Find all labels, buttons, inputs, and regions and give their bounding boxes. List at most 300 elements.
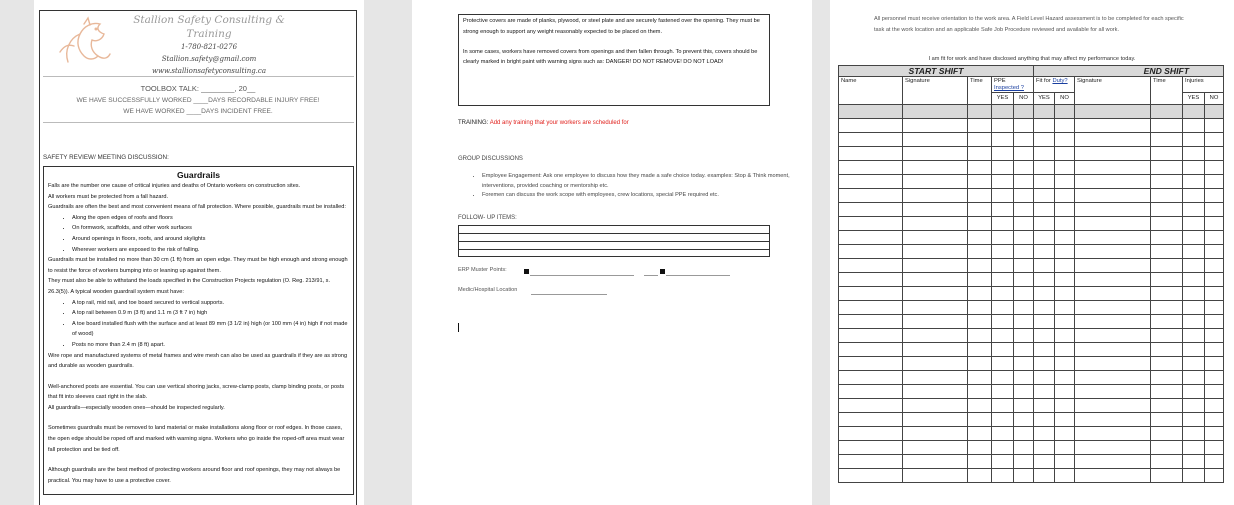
table-cell[interactable] (968, 343, 992, 357)
table-cell[interactable] (1183, 119, 1205, 133)
table-cell[interactable] (1014, 413, 1034, 427)
table-cell[interactable] (992, 175, 1014, 189)
table-cell[interactable] (1075, 343, 1151, 357)
table-cell[interactable] (992, 413, 1014, 427)
table-cell[interactable] (992, 399, 1014, 413)
table-cell[interactable] (839, 133, 903, 147)
table-cell[interactable] (1183, 343, 1205, 357)
table-cell[interactable] (1075, 273, 1151, 287)
table-cell[interactable] (1151, 371, 1183, 385)
table-row (839, 105, 1224, 119)
table-cell[interactable] (992, 329, 1014, 343)
table-cell[interactable] (1014, 161, 1034, 175)
table-cell[interactable] (1151, 189, 1183, 203)
table-cell[interactable] (1075, 399, 1151, 413)
table-cell[interactable] (1183, 217, 1205, 231)
table-cell[interactable] (1075, 245, 1151, 259)
table-cell[interactable] (968, 399, 992, 413)
table-cell[interactable] (1205, 371, 1224, 385)
muster-point-field[interactable] (644, 275, 658, 276)
table-cell[interactable] (839, 399, 903, 413)
table-cell[interactable] (992, 427, 1014, 441)
table-cell[interactable] (992, 147, 1014, 161)
table-cell[interactable] (1183, 427, 1205, 441)
table-cell[interactable] (1034, 441, 1055, 455)
table-cell[interactable] (1055, 147, 1075, 161)
table-cell[interactable] (968, 147, 992, 161)
table-cell[interactable] (839, 413, 903, 427)
table-cell[interactable] (1075, 259, 1151, 273)
table-cell[interactable] (839, 245, 903, 259)
table-cell[interactable] (968, 469, 992, 483)
table-cell[interactable] (1151, 315, 1183, 329)
table-cell[interactable] (1075, 175, 1151, 189)
table-cell[interactable] (1055, 245, 1075, 259)
table-cell[interactable] (1055, 385, 1075, 399)
table-cell[interactable] (992, 287, 1014, 301)
table-cell[interactable] (1075, 231, 1151, 245)
muster-point-field[interactable] (666, 275, 730, 276)
table-cell[interactable] (839, 175, 903, 189)
table-cell[interactable] (1075, 161, 1151, 175)
table-cell[interactable] (1055, 455, 1075, 469)
table-cell[interactable] (1014, 343, 1034, 357)
table-cell[interactable] (1183, 315, 1205, 329)
table-cell[interactable] (839, 217, 903, 231)
table-cell[interactable] (1055, 133, 1075, 147)
table-cell[interactable] (1075, 441, 1151, 455)
table-cell[interactable] (1014, 441, 1034, 455)
table-cell[interactable] (903, 413, 968, 427)
table-cell[interactable] (1055, 203, 1075, 217)
follow-up-row[interactable] (459, 250, 769, 257)
table-cell[interactable] (1014, 469, 1034, 483)
table-cell[interactable] (839, 259, 903, 273)
follow-up-box[interactable] (458, 225, 770, 257)
table-cell[interactable] (1183, 399, 1205, 413)
table-cell[interactable] (839, 315, 903, 329)
table-cell[interactable] (1151, 175, 1183, 189)
table-cell[interactable] (1014, 357, 1034, 371)
table-cell[interactable] (1055, 357, 1075, 371)
table-cell[interactable] (1183, 441, 1205, 455)
table-cell[interactable] (1205, 413, 1224, 427)
follow-up-row[interactable] (459, 226, 769, 234)
table-cell[interactable] (839, 161, 903, 175)
table-cell[interactable] (1055, 343, 1075, 357)
follow-up-row[interactable] (459, 234, 769, 242)
table-cell[interactable] (968, 385, 992, 399)
table-cell[interactable] (1075, 287, 1151, 301)
table-cell[interactable] (992, 273, 1014, 287)
table-cell[interactable] (968, 161, 992, 175)
table-cell[interactable] (1183, 147, 1205, 161)
table-cell[interactable] (1205, 217, 1224, 231)
table-cell[interactable] (1075, 413, 1151, 427)
table-cell[interactable] (1014, 259, 1034, 273)
table-cell[interactable] (992, 119, 1014, 133)
table-cell[interactable] (1205, 399, 1224, 413)
table-cell[interactable] (1183, 329, 1205, 343)
table-cell[interactable] (968, 301, 992, 315)
table-cell[interactable] (992, 385, 1014, 399)
table-cell[interactable] (839, 231, 903, 245)
table-cell[interactable] (968, 455, 992, 469)
table-cell[interactable] (1205, 441, 1224, 455)
table-cell[interactable] (1151, 119, 1183, 133)
table-cell[interactable] (1075, 133, 1151, 147)
table-cell[interactable] (903, 259, 968, 273)
table-cell[interactable] (1055, 371, 1075, 385)
table-cell[interactable] (1034, 469, 1055, 483)
table-cell[interactable] (1151, 343, 1183, 357)
table-cell[interactable] (1151, 133, 1183, 147)
table-cell[interactable] (1014, 217, 1034, 231)
table-cell[interactable] (1034, 329, 1055, 343)
table-cell[interactable] (1075, 329, 1151, 343)
table-cell[interactable] (1014, 133, 1034, 147)
table-cell[interactable] (1151, 259, 1183, 273)
table-cell[interactable] (992, 259, 1014, 273)
table-cell[interactable] (903, 357, 968, 371)
table-cell[interactable] (1205, 357, 1224, 371)
table-cell[interactable] (1055, 287, 1075, 301)
table-cell[interactable] (1151, 161, 1183, 175)
table-cell[interactable] (1151, 203, 1183, 217)
table-cell[interactable] (992, 203, 1014, 217)
table-cell[interactable] (1014, 385, 1034, 399)
table-cell[interactable] (1205, 469, 1224, 483)
table-cell[interactable] (1014, 455, 1034, 469)
table-cell[interactable] (1055, 259, 1075, 273)
table-cell[interactable] (992, 371, 1014, 385)
table-cell[interactable] (1034, 427, 1055, 441)
table-cell[interactable] (1075, 427, 1151, 441)
table-cell[interactable] (839, 371, 903, 385)
table-cell[interactable] (1151, 455, 1183, 469)
table-cell[interactable] (1014, 203, 1034, 217)
table-cell[interactable] (1055, 161, 1075, 175)
table-cell[interactable] (1034, 161, 1055, 175)
table-cell[interactable] (1034, 217, 1055, 231)
table-cell[interactable] (1183, 287, 1205, 301)
table-cell[interactable] (1055, 315, 1075, 329)
table-cell[interactable] (1034, 259, 1055, 273)
table-cell[interactable] (1183, 175, 1205, 189)
table-cell[interactable] (1034, 385, 1055, 399)
table-cell[interactable] (1183, 413, 1205, 427)
table-cell[interactable] (1014, 119, 1034, 133)
table-cell[interactable] (992, 357, 1014, 371)
table-row (839, 133, 1224, 147)
table-cell[interactable] (839, 273, 903, 287)
table-cell[interactable] (903, 147, 968, 161)
table-cell[interactable] (1151, 217, 1183, 231)
table-cell[interactable] (992, 315, 1014, 329)
table-cell[interactable] (1055, 427, 1075, 441)
table-cell[interactable] (1075, 371, 1151, 385)
table-cell[interactable] (903, 371, 968, 385)
table-cell[interactable] (992, 441, 1014, 455)
table-cell[interactable] (903, 301, 968, 315)
table-cell[interactable] (1183, 301, 1205, 315)
table-cell[interactable] (1075, 385, 1151, 399)
table-cell[interactable] (1055, 119, 1075, 133)
table-cell[interactable] (1075, 147, 1151, 161)
table-cell[interactable] (1034, 273, 1055, 287)
table-cell[interactable] (1183, 189, 1205, 203)
table-cell[interactable] (1205, 315, 1224, 329)
table-cell[interactable] (1205, 259, 1224, 273)
table-cell[interactable] (1183, 133, 1205, 147)
table-cell[interactable] (1034, 147, 1055, 161)
table-cell[interactable] (1183, 259, 1205, 273)
table-cell[interactable] (1034, 413, 1055, 427)
table-cell[interactable] (1014, 399, 1034, 413)
table-cell[interactable] (1205, 161, 1224, 175)
table-cell[interactable] (1055, 469, 1075, 483)
table-cell[interactable] (903, 217, 968, 231)
table-cell[interactable] (1055, 175, 1075, 189)
table-cell[interactable] (1055, 399, 1075, 413)
table-cell[interactable] (839, 427, 903, 441)
table-cell[interactable] (839, 455, 903, 469)
table-cell[interactable] (1151, 273, 1183, 287)
table-cell[interactable] (1205, 343, 1224, 357)
table-cell[interactable] (903, 175, 968, 189)
table-cell[interactable] (1034, 175, 1055, 189)
table-row (839, 175, 1224, 189)
table-cell[interactable] (903, 203, 968, 217)
table-cell[interactable] (1055, 301, 1075, 315)
table-cell[interactable] (903, 469, 968, 483)
table-cell[interactable] (968, 441, 992, 455)
table-cell[interactable] (903, 245, 968, 259)
table-cell[interactable] (992, 231, 1014, 245)
table-cell[interactable] (1205, 147, 1224, 161)
table-cell[interactable] (839, 469, 903, 483)
table-cell[interactable] (1014, 231, 1034, 245)
table-cell[interactable] (992, 161, 1014, 175)
table-cell[interactable] (1183, 203, 1205, 217)
table-cell[interactable] (1151, 413, 1183, 427)
table-cell[interactable] (1151, 329, 1183, 343)
table-cell[interactable] (1205, 245, 1224, 259)
table-cell[interactable] (1014, 273, 1034, 287)
table-cell[interactable] (1055, 217, 1075, 231)
muster-point-field[interactable] (530, 275, 634, 276)
table-cell[interactable] (968, 231, 992, 245)
table-cell[interactable] (1205, 385, 1224, 399)
table-cell[interactable] (1183, 273, 1205, 287)
table-cell[interactable] (1205, 231, 1224, 245)
divider (43, 122, 354, 123)
table-cell[interactable] (903, 399, 968, 413)
table-cell[interactable] (1014, 147, 1034, 161)
table-cell[interactable] (968, 371, 992, 385)
table-cell[interactable] (1205, 273, 1224, 287)
table-cell[interactable] (1014, 175, 1034, 189)
table-cell[interactable] (1055, 273, 1075, 287)
table-cell[interactable] (968, 329, 992, 343)
table-cell[interactable] (968, 245, 992, 259)
table-cell[interactable] (1055, 231, 1075, 245)
table-cell[interactable] (968, 273, 992, 287)
table-cell[interactable] (1034, 133, 1055, 147)
table-cell[interactable] (992, 455, 1014, 469)
table-cell[interactable] (839, 147, 903, 161)
table-cell[interactable] (1034, 119, 1055, 133)
table-cell[interactable] (1205, 455, 1224, 469)
table-cell[interactable] (968, 287, 992, 301)
table-cell[interactable] (1205, 133, 1224, 147)
table-cell[interactable] (968, 315, 992, 329)
table-cell[interactable] (903, 427, 968, 441)
table-cell[interactable] (903, 287, 968, 301)
table-cell[interactable] (1183, 161, 1205, 175)
table-cell[interactable] (903, 189, 968, 203)
table-cell[interactable] (1075, 315, 1151, 329)
table-cell[interactable] (1055, 441, 1075, 455)
table-cell[interactable] (903, 329, 968, 343)
table-cell[interactable] (903, 231, 968, 245)
follow-up-row[interactable] (459, 242, 769, 250)
table-cell[interactable] (1014, 315, 1034, 329)
table-cell[interactable] (1055, 189, 1075, 203)
table-cell[interactable] (1205, 287, 1224, 301)
table-cell[interactable] (903, 315, 968, 329)
table-cell[interactable] (839, 385, 903, 399)
table-cell[interactable] (1151, 427, 1183, 441)
table-cell[interactable] (1034, 189, 1055, 203)
table-cell[interactable] (1034, 287, 1055, 301)
table-cell[interactable] (1183, 231, 1205, 245)
table-cell[interactable] (1183, 245, 1205, 259)
table-cell[interactable] (968, 427, 992, 441)
table-cell[interactable] (992, 217, 1014, 231)
table-cell[interactable] (1205, 189, 1224, 203)
table-cell[interactable] (1055, 329, 1075, 343)
table-cell[interactable] (1034, 231, 1055, 245)
table-cell[interactable] (839, 203, 903, 217)
table-cell[interactable] (903, 455, 968, 469)
table-cell[interactable] (1151, 245, 1183, 259)
table-cell[interactable] (1205, 427, 1224, 441)
table-cell[interactable] (903, 343, 968, 357)
table-cell[interactable] (1151, 469, 1183, 483)
table-cell[interactable] (1075, 217, 1151, 231)
table-cell[interactable] (903, 133, 968, 147)
table-cell[interactable] (903, 441, 968, 455)
table-cell[interactable] (1034, 343, 1055, 357)
table-cell[interactable] (839, 301, 903, 315)
table-cell[interactable] (1014, 371, 1034, 385)
table-cell[interactable] (903, 385, 968, 399)
table-cell[interactable] (968, 203, 992, 217)
table-cell[interactable] (992, 301, 1014, 315)
table-cell[interactable] (1075, 301, 1151, 315)
table-cell[interactable] (1014, 301, 1034, 315)
table-cell[interactable] (839, 287, 903, 301)
table-cell[interactable] (839, 189, 903, 203)
table-cell[interactable] (992, 469, 1014, 483)
table-cell[interactable] (1034, 357, 1055, 371)
table-cell[interactable] (1034, 455, 1055, 469)
table-cell[interactable] (1151, 231, 1183, 245)
table-cell[interactable] (1055, 413, 1075, 427)
table-cell[interactable] (1183, 371, 1205, 385)
table-cell[interactable] (839, 441, 903, 455)
table-cell[interactable] (1075, 357, 1151, 371)
table-cell[interactable] (1151, 357, 1183, 371)
table-cell[interactable] (839, 329, 903, 343)
table-cell[interactable] (1034, 371, 1055, 385)
medic-location-field[interactable] (531, 294, 607, 295)
table-cell[interactable] (1075, 469, 1151, 483)
table-cell[interactable] (1014, 287, 1034, 301)
table-cell[interactable] (1205, 301, 1224, 315)
table-cell[interactable] (1205, 203, 1224, 217)
table-cell[interactable] (992, 343, 1014, 357)
table-cell[interactable] (903, 273, 968, 287)
table-cell[interactable] (1151, 385, 1183, 399)
table-cell[interactable] (1151, 287, 1183, 301)
table-cell[interactable] (903, 161, 968, 175)
table-cell[interactable] (968, 413, 992, 427)
table-cell[interactable] (1034, 301, 1055, 315)
table-cell[interactable] (1014, 245, 1034, 259)
table-cell[interactable] (1075, 203, 1151, 217)
table-cell[interactable] (839, 357, 903, 371)
table-cell[interactable] (992, 133, 1014, 147)
table-cell[interactable] (1205, 329, 1224, 343)
table-cell[interactable] (839, 343, 903, 357)
table-cell[interactable] (992, 245, 1014, 259)
table-cell[interactable] (1034, 203, 1055, 217)
table-cell[interactable] (1183, 455, 1205, 469)
table-cell[interactable] (968, 189, 992, 203)
table-cell[interactable] (1183, 357, 1205, 371)
table-cell[interactable] (1034, 399, 1055, 413)
table-cell[interactable] (1034, 245, 1055, 259)
table-cell[interactable] (1183, 385, 1205, 399)
table-cell[interactable] (1014, 427, 1034, 441)
table-cell[interactable] (968, 357, 992, 371)
table-cell[interactable] (992, 189, 1014, 203)
table-cell[interactable] (1075, 119, 1151, 133)
table-cell[interactable] (1151, 399, 1183, 413)
table-cell[interactable] (903, 119, 968, 133)
table-cell[interactable] (1014, 329, 1034, 343)
table-cell[interactable] (968, 175, 992, 189)
table-cell[interactable] (1151, 441, 1183, 455)
table-cell[interactable] (968, 119, 992, 133)
table-cell[interactable] (1151, 301, 1183, 315)
table-cell[interactable] (968, 217, 992, 231)
table-cell[interactable] (1205, 175, 1224, 189)
table-cell[interactable] (1014, 189, 1034, 203)
table-cell[interactable] (839, 119, 903, 133)
training-note[interactable]: Add any training that your workers are scheduled for (489, 120, 629, 126)
table-cell[interactable] (1034, 315, 1055, 329)
table-cell[interactable] (1151, 147, 1183, 161)
table-cell[interactable] (968, 259, 992, 273)
table-cell[interactable] (1075, 455, 1151, 469)
table-cell[interactable] (1205, 119, 1224, 133)
table-cell[interactable] (968, 133, 992, 147)
table-cell[interactable] (1075, 189, 1151, 203)
table-cell[interactable] (1183, 469, 1205, 483)
